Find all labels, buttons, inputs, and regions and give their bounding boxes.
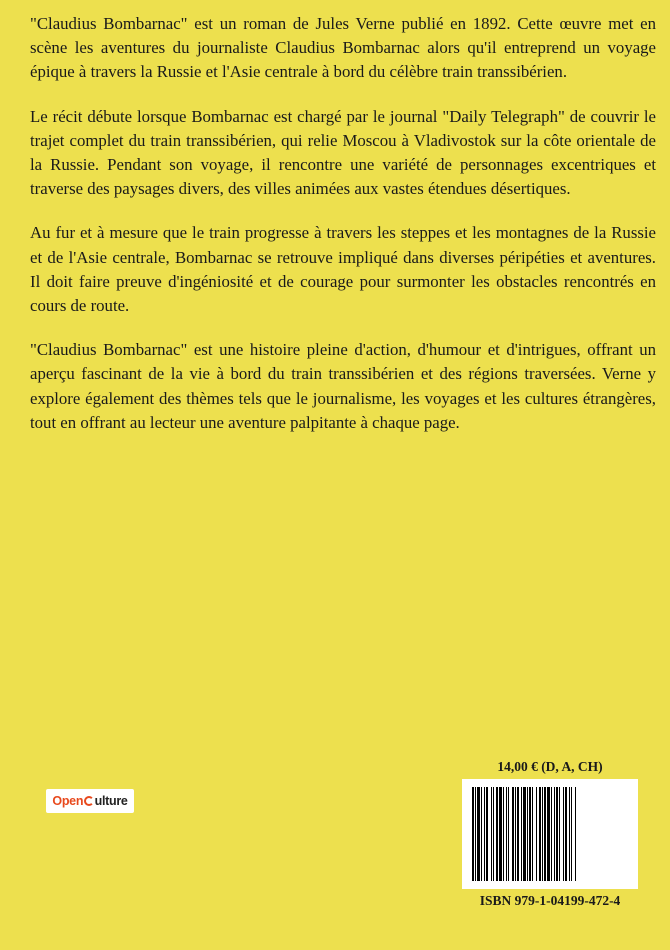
paragraph-intro: "Claudius Bombarnac" est un roman de Jules Verne publié en 1892. Cette œuvre met en scène les aventures du journaliste Claudius Bombarnac alors qu'il entreprend un voyage épique à travers la Russie et l'Asie centrale à bord du célèbre train transsibérien.: [30, 14, 656, 82]
logo-text-culture: ulture: [94, 794, 128, 808]
barcode-bar: [512, 787, 514, 881]
barcode-icon: [472, 787, 628, 881]
paragraph-plot: Le récit débute lorsque Bombarnac est chargé par le journal "Daily Telegraph" de couvrir le trajet complet du train transsibérien, qui relie Moscou à Vladivostok sur la côte orientale de la Russie. Pendant son voyage, il rencontre une variété de personnages excentriques et traverse des paysages divers, des villes animées aux vastes étendues désertiques.: [30, 106, 656, 199]
isbn-label: ISBN 979-1-04199-472-4: [479, 893, 621, 908]
barcode-bar: [481, 787, 482, 881]
barcode-bar: [542, 787, 543, 881]
barcode-bar: [521, 787, 522, 881]
barcode-bar: [506, 787, 507, 881]
barcode-bar: [556, 787, 558, 881]
barcode-bar: [575, 787, 576, 881]
barcode-bar: [484, 787, 485, 881]
barcode-bar: [493, 787, 494, 881]
barcode-bar: [551, 787, 552, 881]
paragraph-summary: "Claudius Bombarnac" est une histoire pleine d'action, d'humour et d'intrigues, offrant un aperçu fascinant de la vie à bord du train transsibérien et des régions traversées. Verne y explore également des thèmes tels que le journalisme, les voyages et les cultures étrangères, tout en offrant au lecteur une aventure palpitante à chaque page.: [30, 340, 656, 432]
barcode-bar: [569, 787, 570, 881]
barcode-bar: [517, 787, 519, 881]
price-label: 14,00 € (D, A, CH): [497, 759, 603, 774]
barcode-bar: [559, 787, 560, 881]
barcode-bar: [554, 787, 555, 881]
barcode-bar: [536, 787, 537, 881]
back-cover-text: [30, 12, 656, 455]
barcode-bar: [565, 787, 567, 881]
barcode-bar: [539, 787, 541, 881]
barcode-bar: [527, 787, 528, 881]
barcode-bar: [544, 787, 546, 881]
logo-c-icon: [84, 796, 94, 806]
barcode-bar: [547, 787, 550, 881]
paragraph-adventures: Au fur et à mesure que le train progresse à travers les steppes et les montagnes de la Russie et de l'Asie centrale, Bombarnac se retrouve impliqué dans diverses péripéties et aventures. Il doit faire preuve d'ingéniosité et de courage pour surmonter les obstacles rencontrés en cours de route.: [30, 223, 656, 316]
barcode-bar: [503, 787, 504, 881]
barcode-bar: [477, 787, 480, 881]
barcode: [462, 779, 638, 889]
barcode-bar: [496, 787, 498, 881]
barcode-bar: [571, 787, 572, 881]
publisher-logo: [46, 789, 134, 813]
barcode-bar: [508, 787, 509, 881]
barcode-bar: [563, 787, 564, 881]
barcode-bar: [486, 787, 488, 881]
barcode-bar: [523, 787, 526, 881]
barcode-bar: [515, 787, 516, 881]
logo-text-open: Open: [52, 794, 84, 808]
barcode-bar: [499, 787, 502, 881]
barcode-bar: [529, 787, 531, 881]
barcode-bar: [472, 787, 474, 881]
barcode-bar: [532, 787, 533, 881]
barcode-bar: [491, 787, 492, 881]
barcode-bar: [475, 787, 476, 881]
